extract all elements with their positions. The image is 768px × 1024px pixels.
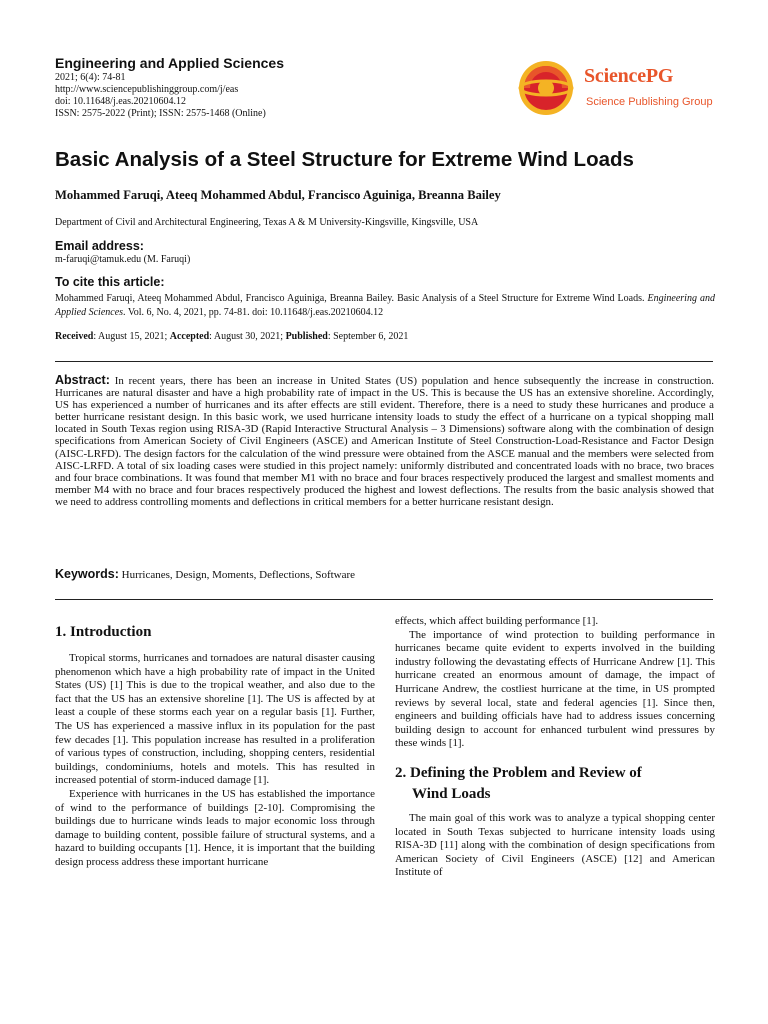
section-heading-problem-line2: Wind Loads bbox=[412, 785, 491, 802]
citation-journal: Engineering and Applied Sciences bbox=[55, 293, 715, 318]
body-column-left bbox=[55, 622, 375, 870]
cite-label: To cite this article: bbox=[55, 275, 165, 289]
paragraph: Experience with hurricanes in the US has established the importance of wind to the performance of buildings [2-10]. Compromising the buildings due to hurricane winds leads to major economic loss through damage to building content, possible failure of structural systems, and a hazard to building occupants [1]. Hence, it is important that the building design process address these important hurricane bbox=[55, 787, 375, 868]
paragraph: The importance of wind protection to building performance in hurricanes became quite evident to experts involved in the building industry following the devastating effects of Hurricane Andrew [1]. This hurricane created an enormous amount of damage, the impact of Hurricane Andrew, the costliest hurricane at the time, in US prompted reviews by several local, state and federal agencies [1]. Since then, engineers and building officials have had to address issues concerning building design to account for enhanced turbulent wind pressures by these winds [1]. bbox=[395, 628, 715, 750]
keywords bbox=[55, 567, 714, 581]
keywords-text: Hurricanes, Design, Moments, Deflections, Software bbox=[121, 569, 356, 581]
divider-top bbox=[55, 361, 713, 362]
sciencepg-logo-icon bbox=[516, 58, 580, 118]
email-label: Email address: bbox=[55, 239, 144, 253]
abstract-text: In recent years, there has been an increase in United States (US) population and hence subsequently the increase in construction. Hurricanes are natural disaster and have a high probability rate of impact in the US. This is because the US has an extensive shoreline. Accordingly, US has experienced a number of hurricanes and its after effects are still evident. Therefore, there is a need to study these hurricanes and produce a better hurricane resistant design. In this basic work, we used hurricane intensity loads to study the effect of a hurricane on a typical shopping mall located in South Texas region using RISA-3D (Rapid Interactive Structural Analysis – 3 Dimensions) software along with the combination of design specifications from American Society of Civil Engineers (ASCE) and American Institute of Steel Construction-Load-Resistance and Factor Design (AISC-LRFD). The design factors for the calculation of the wind pressure were obtained from the ASCE manual and the members were selected from AISC-LRFD. A total of six loading cases were studied in this project namely: uniformly distributed and concentrated loads with no brace, two braces and four brace combinations. It was found that member M1 with no brace and four braces respectively produced the largest and smallest moments and member M4 with no brace and four braces respectively produced the highest and lowest deflections. The results from the basic analysis showed that we need to address controlling moments and deflections in critical members for a better hurricane resistant design. bbox=[55, 375, 714, 508]
journal-doi: doi: 10.11648/j.eas.20210604.12 bbox=[55, 96, 187, 107]
keywords-label: Keywords: bbox=[55, 567, 119, 581]
section-heading-introduction: 1. Introduction bbox=[55, 624, 152, 640]
paragraph: effects, which affect building performance [1]. bbox=[395, 615, 599, 627]
logo-wordmark: SciencePG bbox=[584, 65, 674, 87]
citation-text: Mohammed Faruqi, Ateeq Mohammed Abdul, Francisco Aguiniga, Breanna Bailey. Basic Analysis of a Steel Structure for Extreme Wind Loads. Engineering and Applied Sciences. Vol. 6, No. 4, 2021, pp. 74-81. doi: 10.11648/j.eas.20210604.12 bbox=[55, 293, 715, 318]
affiliation: Department of Civil and Architectural Engineering, Texas A & M University-Kingsville, Kingsville, USA bbox=[55, 217, 479, 228]
journal-url[interactable]: http://www.sciencepublishinggroup.com/j/eas bbox=[55, 84, 239, 95]
logo-subtitle: Science Publishing Group bbox=[586, 96, 713, 108]
author-list: Mohammed Faruqi, Ateeq Mohammed Abdul, Francisco Aguiniga, Breanna Bailey bbox=[55, 188, 501, 202]
journal-title: Engineering and Applied Sciences bbox=[55, 55, 284, 71]
abstract-label: Abstract: bbox=[55, 373, 110, 387]
section-heading-problem: 2. Defining the Problem and Review of bbox=[395, 764, 642, 781]
abstract bbox=[55, 374, 714, 508]
divider-bottom bbox=[55, 599, 713, 600]
journal-issue: 2021; 6(4): 74-81 bbox=[55, 72, 126, 83]
email-address[interactable]: m-faruqi@tamuk.edu (M. Faruqi) bbox=[55, 254, 191, 265]
journal-issn: ISSN: 2575-2022 (Print); ISSN: 2575-1468 (Online) bbox=[55, 108, 266, 119]
article-title: Basic Analysis of a Steel Structure for Extreme Wind Loads bbox=[55, 148, 634, 171]
publisher-logo bbox=[516, 58, 716, 118]
body-column-right bbox=[395, 615, 715, 880]
paragraph: The main goal of this work was to analyze a typical shopping center located in South Texas subjected to hurricane intensity loads using RISA-3D [11] along with the combination of design specifications from American Society of Civil Engineers (ASCE) [12] and American Institute of bbox=[395, 811, 715, 879]
article-dates: Received: August 15, 2021; Accepted: August 30, 2021; Published: September 6, 2021 bbox=[55, 331, 409, 342]
paragraph: Tropical storms, hurricanes and tornadoes are natural disaster causing phenomenon which have a high probability rate of impact in the United States (US) [1] This is due to the tropical weather, and also due to the fact that the US has an extensive shoreline [1]. The US is affected by at least a couple of these storms each year on a regular basis [1]. Further, The US has experienced a massive influx in its population for the past few decades [1]. This population increase has resulted in a proliferation of various types of construction, including, shopping centers, residential buildings, condominiums, hotels and motels. This has resulted in increased potential of storm-induced damage [1]. bbox=[55, 652, 375, 787]
